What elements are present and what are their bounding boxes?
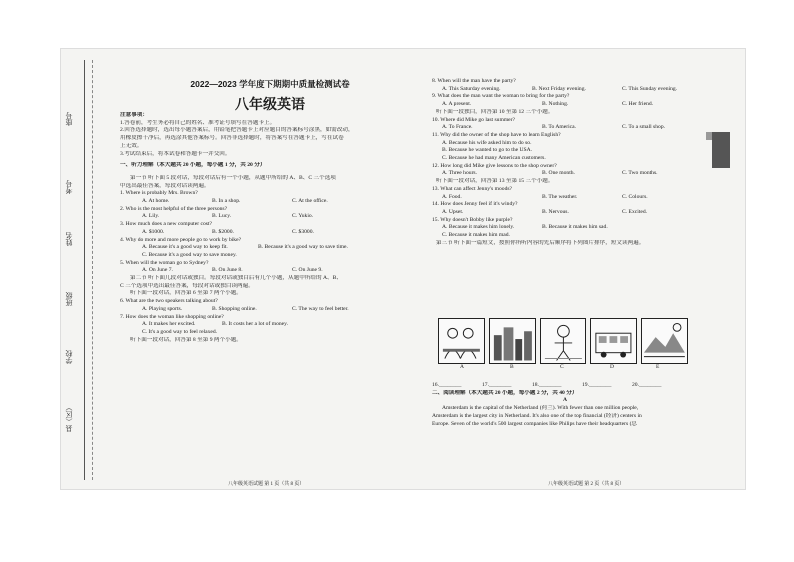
question-15: 15. Why doesn't Bobby like purple? <box>432 216 513 223</box>
side-field-name: 姓名 <box>65 232 73 246</box>
section2-intro: C 三个选项中选出最佳答案，每段对话或独白读两遍。 <box>120 282 254 289</box>
instruction-q13-15: 听下面一段对话，回答第 13 至第 15 三个小题。 <box>436 178 554 185</box>
blank-18[interactable]: 18.________ <box>532 382 562 388</box>
question-5: 5. When will the woman go to Sydney? <box>120 259 209 266</box>
question-9: 9. What does the man want the woman to bring for the party? <box>432 93 570 100</box>
picture-label: E <box>656 364 660 370</box>
instruction-q8-9: 听下面一段对话，回答第 8 至第 9 两个小题。 <box>130 336 242 343</box>
option-b: B. In a shop. <box>212 198 241 205</box>
option-a: A. $1000. <box>142 228 165 235</box>
option-b: B. Because it's a good way to save time. <box>258 244 348 251</box>
blank-16[interactable]: 16.________ <box>432 382 462 388</box>
right-column-lower <box>432 382 698 428</box>
note-line: 上无效。 <box>120 142 143 149</box>
question-8: 8. When will the man have the party? <box>432 78 516 84</box>
picture-row <box>438 318 688 368</box>
option-c: C. It's a good way to feel relaxed. <box>142 328 218 335</box>
binding-line <box>84 60 85 480</box>
question-8-options <box>432 86 698 94</box>
picture-d-bus <box>590 318 637 364</box>
option-b: B. Nervous. <box>542 208 569 215</box>
option-b: B. The weather. <box>542 193 578 200</box>
option-b: B. Lucy. <box>212 213 232 220</box>
option-c: C. Two months. <box>622 170 658 177</box>
option-a: A. To France. <box>442 124 473 131</box>
option-b: B. Next Friday evening. <box>532 85 586 92</box>
passage-line: Europe. Seven of the world's 500 largest companies like Philips have their headquarters (总 <box>432 420 638 427</box>
picture-label: C <box>560 364 564 370</box>
option-b: B. Because it makes him sad. <box>542 224 608 231</box>
option-c: C. Colours. <box>622 193 648 200</box>
option-c: C. The way to feel better. <box>292 305 349 312</box>
question-2: 2. Who is the most helpful of the three persons? <box>120 205 228 212</box>
question-3-options <box>120 229 388 237</box>
answer-blanks <box>432 382 698 390</box>
question-12-options <box>432 170 698 178</box>
option-b: B. Shopping online. <box>212 305 257 312</box>
side-field-exam-number: 考号 <box>65 180 73 194</box>
option-b: B. One month. <box>542 170 575 177</box>
question-15-options <box>432 224 698 232</box>
question-4: 4. Why do more and more people go to work by bike? <box>120 236 242 243</box>
section1-intro: 中选出最佳答案，每段对话读两遍。 <box>120 182 210 189</box>
option-a: A. It makes her excited. <box>142 321 196 328</box>
section2-instruction: 听下面一段对话，回答第 6 至第 7 两个小题。 <box>130 290 242 297</box>
passage-line: Amsterdam is the capital of the Netherland (荷兰). With fewer than one million people, <box>442 405 639 412</box>
side-field-class: 班级 <box>65 292 73 306</box>
option-b: B. Because he wanted to go to the USA. <box>442 147 533 154</box>
question-2-options <box>120 213 388 221</box>
side-field-county: 县（区） <box>65 404 73 432</box>
option-a: A. On June 7. <box>142 267 173 274</box>
blank-17[interactable]: 17.________ <box>482 382 512 388</box>
question-3: 3. How much does a new computer cost? <box>120 221 212 228</box>
side-field-school: 学校 <box>65 350 73 364</box>
section3-intro: 第三节 听下面一篇短文，按照你所听内容的先后顺序将下列图片排序，短文读两遍。 <box>436 239 645 246</box>
note-line: 2.回答选择题时，选出每小题答案后，用铅笔把答题卡上对应题目的答案标号涂黑，如需改动， <box>120 127 354 134</box>
option-a: A. At home. <box>142 198 170 205</box>
option-c: C. This Sunday evening. <box>622 85 678 92</box>
option-a: A. Playing sports. <box>142 305 183 312</box>
option-c: C. Because it makes him mad. <box>442 232 510 239</box>
question-5-options <box>120 267 388 275</box>
section1-intro: 第一节 听下面 5 段对话，每段对话后有一个小题，从题中所给的 A、B、C 三个选项 <box>130 174 336 181</box>
option-a: A. A present. <box>442 101 472 108</box>
option-c: C. Yukio. <box>292 213 314 220</box>
picture-c-figure <box>540 318 587 364</box>
side-field-seat: 座号 <box>65 112 73 126</box>
question-4-options-row2 <box>120 252 388 260</box>
passage-line: Amsterdam is the largest city in Netherland. It's also one of the top financial (经济) centers in <box>432 412 642 419</box>
question-7-options-row2 <box>120 329 388 337</box>
note-line: 3.考试结束后，将本试卷和答题卡一并交回。 <box>120 150 231 157</box>
option-b: B. Nothing. <box>542 101 569 108</box>
right-column <box>432 78 698 247</box>
option-b: B. It costs her a lot of money. <box>222 321 288 328</box>
picture-label: D <box>610 364 614 370</box>
picture-e-landscape <box>641 318 688 364</box>
question-9-options <box>432 101 698 109</box>
option-c: C. At the office. <box>292 198 328 205</box>
option-a: A. Upset. <box>442 208 464 215</box>
option-a: A. This Saturday evening. <box>442 85 501 92</box>
blank-20[interactable]: 20.________ <box>632 382 662 388</box>
question-11: 11. Why did the owner of the shop have to learn English? <box>432 131 561 138</box>
option-a: A. Lily. <box>142 213 160 220</box>
question-13-options <box>432 194 698 202</box>
question-7: 7. How does the woman like shopping online? <box>120 313 224 320</box>
part2-heading: 二、阅读理解（本大题共 20 小题，每小题 2 分，共 40 分） <box>432 389 578 396</box>
question-1-options <box>120 198 388 206</box>
option-a: A. Because it's a good way to keep fit. <box>142 244 228 251</box>
part1-heading: 一、听力理解（本大题共 20 小题，每小题 1 分，共 20 分） <box>120 162 266 169</box>
question-10-options <box>432 124 698 132</box>
option-b: B. On June 8. <box>212 267 243 274</box>
question-6-options <box>120 306 388 314</box>
option-c: C. Her friend. <box>622 101 654 108</box>
option-b: B. $2000. <box>212 228 234 235</box>
picture-label: B <box>510 364 514 370</box>
question-10: 10. Where did Mike go last summer? <box>432 116 516 123</box>
note-line: 1.答卷前，考生务必将自己的姓名、准考证号填写在答题卡上。 <box>120 119 276 126</box>
subject-title: 八年级英语 <box>235 97 305 113</box>
section2-intro: 第二节 听下面几段对话或独白。每段对话或独白后有几个小题，从题中所给的 A、B、 <box>130 275 342 282</box>
picture-a-people <box>438 318 485 364</box>
option-c: C. $3000. <box>292 228 314 235</box>
option-b: B. To America. <box>542 124 576 131</box>
page-footer-left: 八年级英语试题 第 1 页（共 8 页） <box>228 482 305 487</box>
question-13: 13. What can affect Jenny's moods? <box>432 185 513 192</box>
option-c: C. To a small shop. <box>622 124 666 131</box>
question-12: 12. How long did Mike give lessons to the shop owner? <box>432 162 557 169</box>
picture-b-city <box>489 318 536 364</box>
option-c: C. Excited. <box>622 208 648 215</box>
cut-line <box>92 60 93 480</box>
exam-title: 2022—2023 学年度下期期中质量检测试卷 <box>190 79 350 89</box>
note-line: 用橡皮擦干净后，再选涂其他答案标号。回答非选择题时，将答案写在答题卡上，写在试卷 <box>120 135 344 142</box>
option-c: C. On June 9. <box>292 267 323 274</box>
option-a: A. Three hours. <box>442 170 478 177</box>
option-c: C. Because he had many American customers. <box>442 155 546 162</box>
picture-label: A <box>460 364 464 370</box>
notes-title: 注意事项： <box>120 112 148 118</box>
option-a: A. Because it makes him lonely. <box>442 224 515 231</box>
binder-tab <box>712 132 730 168</box>
question-6: 6. What are the two speakers talking about? <box>120 298 218 305</box>
question-4-options <box>120 244 388 252</box>
blank-19[interactable]: 19.________ <box>582 382 612 388</box>
binder-tab-edge <box>706 132 712 140</box>
question-7-options <box>120 321 388 329</box>
question-1: 1. Where is probably Mrs. Brown? <box>120 190 198 197</box>
passage-label: A <box>562 397 568 404</box>
option-c: C. Because it's a good way to save money. <box>142 251 237 258</box>
question-14-options <box>432 209 698 217</box>
question-14: 14. How does Jenny feel if it's windy? <box>432 201 518 208</box>
option-a: A. Because his wife asked him to do so. <box>442 139 532 146</box>
option-a: A. Food. <box>442 193 462 200</box>
instruction-q10-12: 听下面一段独白，回答第 10 至第 12 三个小题。 <box>436 108 554 115</box>
left-column <box>120 112 388 344</box>
page-footer-right: 八年级英语试题 第 2 页（共 8 页） <box>548 482 625 487</box>
